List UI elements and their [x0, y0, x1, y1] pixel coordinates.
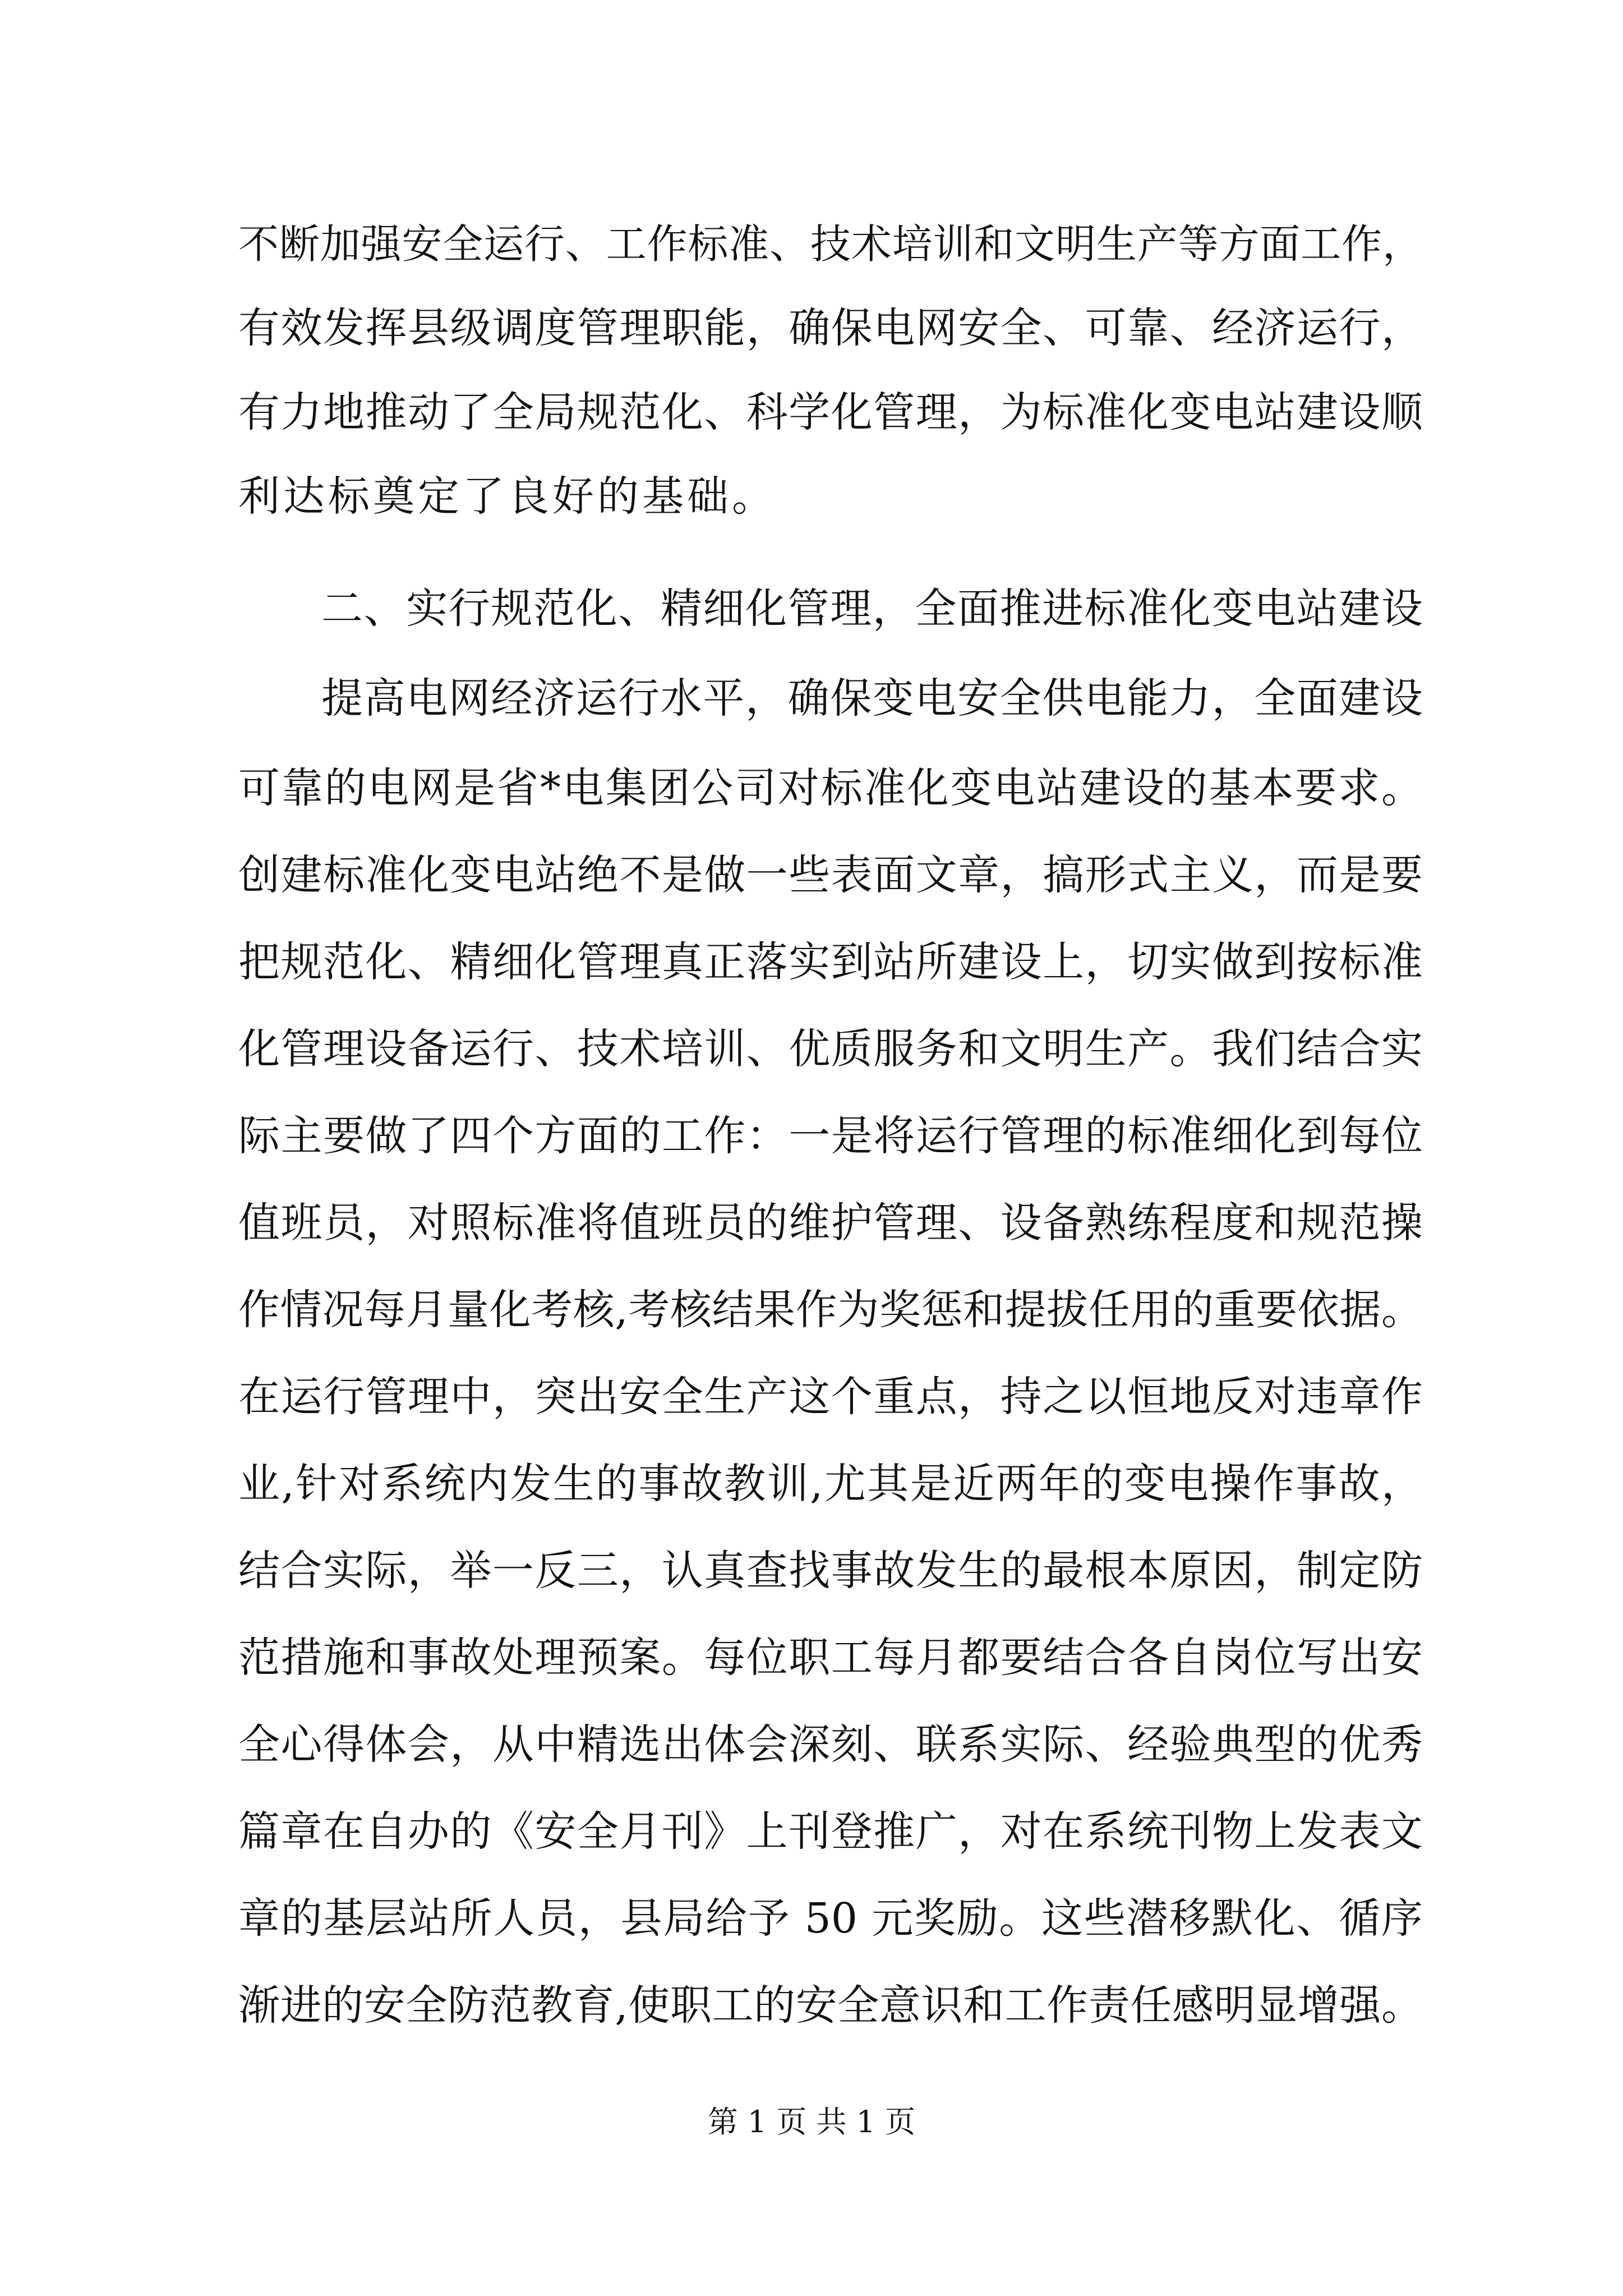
paragraph-1-line-2: 有效发挥县级调度管理职能，确保电网安全、可靠、经济运行， [238, 304, 1423, 352]
page-footer [0, 2102, 1623, 2142]
paragraph-2-line-14: 篇章在自办的《安全月刊》上刊登推广，对在系统刊物上发表文 [238, 1807, 1423, 1856]
paragraph-1-line-1: 不断加强安全运行、工作标准、技术培训和文明生产等方面工作， [238, 220, 1423, 268]
paragraph-2-line-6: 际主要做了四个方面的工作：一是将运行管理的标准细化到每位 [238, 1112, 1423, 1160]
paragraph-2-line-9: 在运行管理中，突出安全生产这个重点，持之以恒地反对违章作 [238, 1373, 1423, 1421]
paragraph-2-line-8: 作情况每月量化考核,考核结果作为奖惩和提拔任用的重要依据。 [238, 1286, 1423, 1334]
paragraph-2-line-5: 化管理设备运行、技术培训、优质服务和文明生产。我们结合实 [238, 1025, 1423, 1073]
page-number-label: 第 1 页 共 1 页 [707, 2104, 916, 2139]
paragraph-2-line-12: 范措施和事故处理预案。每位职工每月都要结合各自岗位写出安 [238, 1634, 1423, 1682]
paragraph-1-line-3: 有力地推动了全局规范化、科学化管理，为标准化变电站建设顺 [238, 388, 1423, 436]
paragraph-2-line-15: 章的基层站所人员，县局给予 50 元奖励。这些潜移默化、循序 [238, 1894, 1423, 1943]
paragraph-2-line-16: 渐进的安全防范教育,使职工的安全意识和工作责任感明显增强。 [238, 1981, 1423, 2030]
paragraph-1-line-4: 利达标奠定了良好的基础。 [238, 472, 777, 521]
paragraph-2-line-13: 全心得体会，从中精选出体会深刻、联系实际、经验典型的优秀 [238, 1720, 1423, 1769]
paragraph-2-line-11: 结合实际，举一反三，认真查找事故发生的最根本原因，制定防 [238, 1547, 1423, 1595]
paragraph-2-line-7: 值班员，对照标准将值班员的维护管理、设备熟练程度和规范操 [238, 1199, 1423, 1247]
paragraph-2-line-1: 提高电网经济运行水平，确保变电安全供电能力，全面建设 [321, 674, 1423, 723]
paragraph-2-line-10: 业,针对系统内发生的事故教训,尤其是近两年的变电操作事故， [238, 1460, 1423, 1508]
section-heading-2: 二、实行规范化、精细化管理，全面推进标准化变电站建设 [321, 585, 1423, 633]
paragraph-2-line-3: 创建标准化变电站绝不是做一些表面文章，搞形式主义，而是要 [238, 851, 1423, 899]
paragraph-2-line-4: 把规范化、精细化管理真正落实到站所建设上，切实做到按标准 [238, 938, 1423, 986]
paragraph-2-line-2: 可靠的电网是省*电集团公司对标准化变电站建设的基本要求。 [238, 764, 1423, 812]
